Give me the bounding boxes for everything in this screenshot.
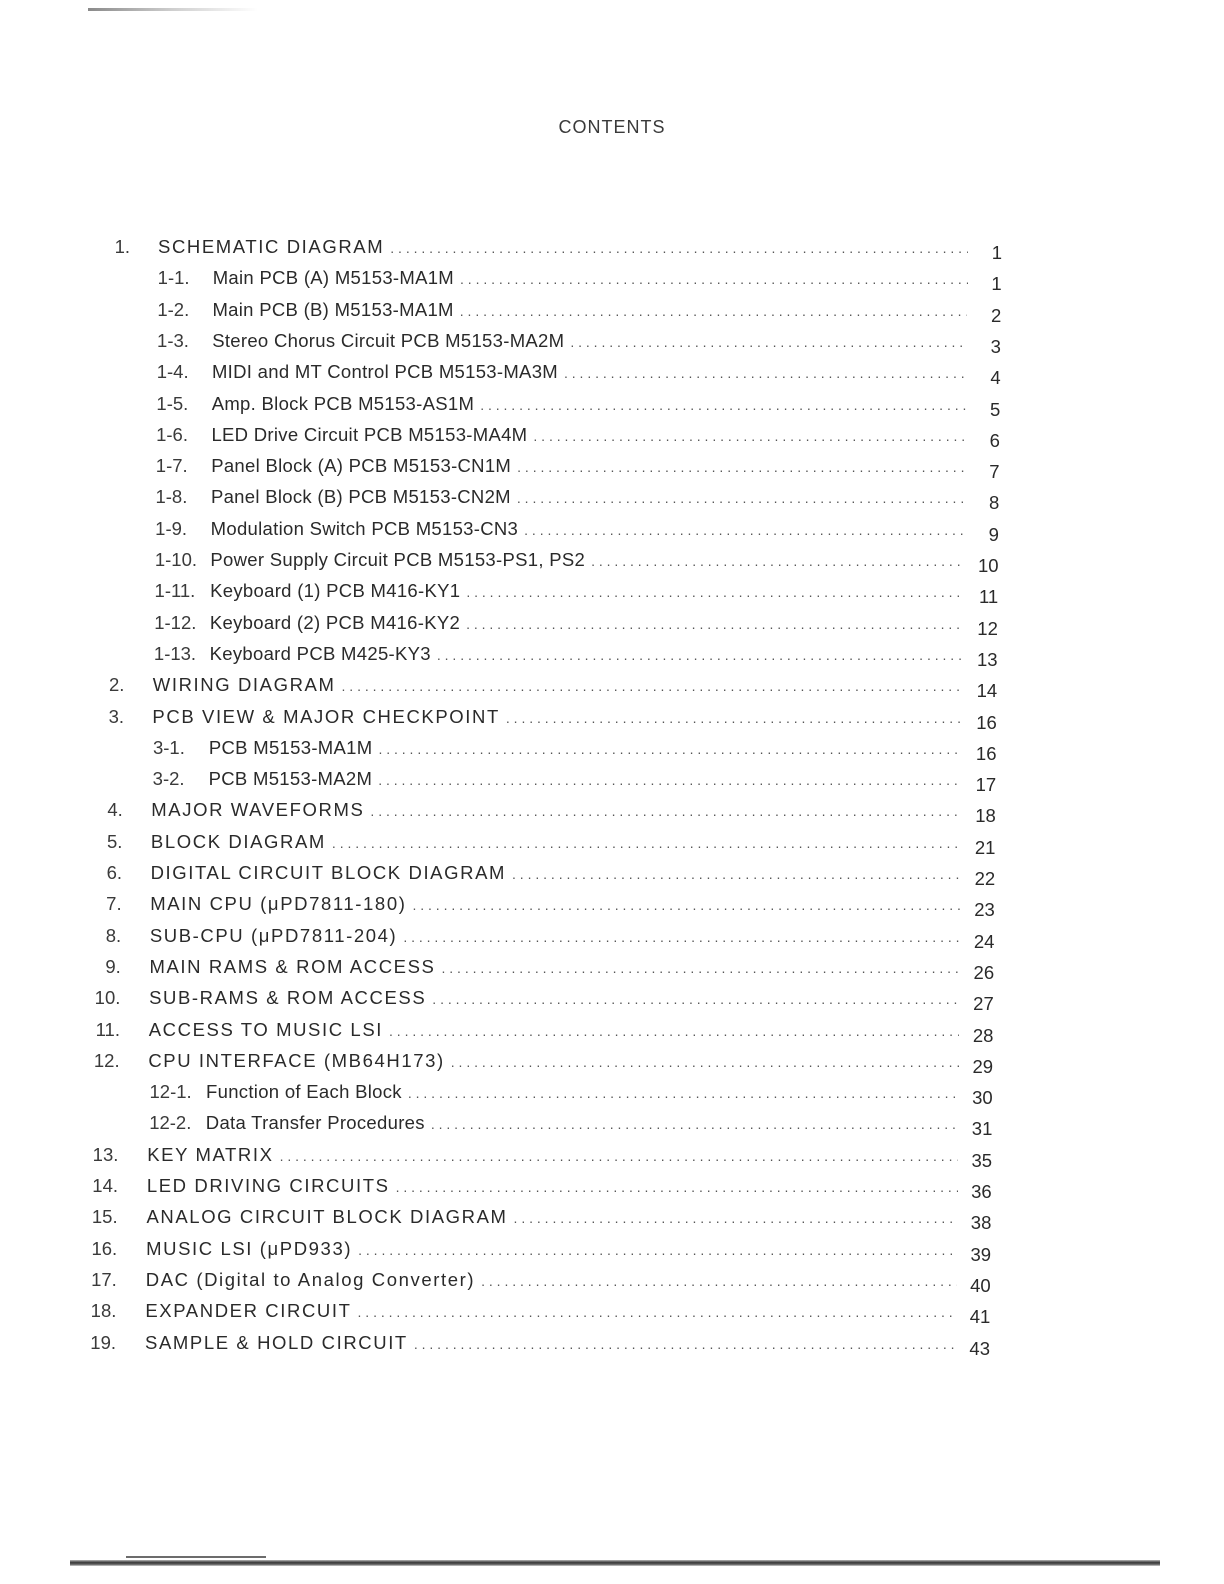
toc-leader-dots (564, 365, 967, 381)
toc-entry-page-number: 10 (977, 555, 999, 576)
scan-edge-mark-bottom-tick (126, 1556, 266, 1558)
toc-leader-dots (370, 803, 961, 819)
toc-entry-page-number: 40 (970, 1274, 991, 1296)
toc-entry (154, 611, 998, 639)
toc-entry-number: 12-2. (149, 1112, 192, 1134)
toc-entry-title: Keyboard (2) PCB M416-KY2 (209, 611, 461, 633)
toc-entry-number: 17. (91, 1268, 117, 1290)
toc-leader-dots (437, 647, 964, 663)
toc-entry-number: 3-1. (152, 736, 185, 758)
toc-entry-title: Power Supply Circuit PCB M5153-PS1, PS2 (210, 549, 586, 570)
toc-entry (152, 736, 997, 764)
toc-entry (156, 423, 1000, 451)
toc-entry-page-number: 16 (975, 742, 997, 764)
toc-leader-dots (480, 397, 966, 413)
toc-entry (152, 768, 997, 796)
toc-entry (157, 298, 1002, 326)
toc-leader-dots (591, 553, 964, 569)
toc-entry-title: Panel Block (A) PCB M5153-CN1M (211, 455, 512, 477)
toc-entry-page-number: 29 (972, 1055, 994, 1077)
scan-edge-mark-bottom (70, 1560, 1160, 1566)
toc-entry-number: 15. (91, 1206, 118, 1228)
toc-entry-page-number: 5 (989, 398, 1001, 420)
toc-entry-page-number: 17 (975, 774, 997, 796)
toc-entry-page-number: 35 (971, 1149, 993, 1171)
toc-entry-title: Keyboard (1) PCB M416-KY1 (210, 580, 461, 602)
toc-entry-number: 1-6. (156, 423, 188, 445)
toc-entry (156, 361, 1001, 389)
toc-entry-title: EXPANDER CIRCUIT (145, 1300, 352, 1322)
toc-entry-number: 1. (114, 236, 130, 257)
toc-leader-dots (390, 240, 968, 256)
toc-entry-page-number: 26 (973, 961, 995, 983)
toc-entry-page-number: 1 (991, 242, 1002, 263)
toc-entry-number: 1-13. (153, 642, 197, 664)
toc-entry-title: MAJOR WAVEFORMS (151, 799, 365, 821)
toc-leader-dots (332, 835, 962, 851)
toc-leader-dots (451, 1054, 959, 1070)
toc-entry-number: 1-12. (154, 611, 197, 633)
toc-entry-page-number: 27 (973, 993, 994, 1015)
toc-entry-page-number: 13 (976, 648, 998, 670)
toc-entry-number: 1-9. (155, 517, 188, 539)
toc-entry-title: Modulation Switch PCB M5153-CN3 (210, 517, 519, 539)
toc-entry (155, 486, 1000, 514)
toc-entry-title: Amp. Block PCB M5153-AS1M (211, 392, 475, 414)
toc-entry-page-number: 16 (976, 711, 997, 733)
toc-entry-page-number: 9 (988, 523, 999, 545)
toc-entry (155, 517, 999, 545)
toc-entry (154, 580, 999, 608)
toc-leader-dots (389, 1023, 959, 1039)
toc-entry-number: 3. (108, 705, 124, 727)
toc-entry-number: 1-2. (157, 298, 190, 320)
toc-entry-page-number: 24 (973, 930, 995, 952)
toc-entry-page-number: 7 (989, 461, 1000, 483)
toc-leader-dots (466, 584, 964, 600)
toc-entry-number: 8. (105, 924, 122, 946)
toc-leader-dots (432, 991, 959, 1007)
toc-entry (81, 924, 995, 952)
toc-entry-title: MUSIC LSI (μPD933) (146, 1237, 353, 1259)
toc-entry-number: 10. (94, 987, 121, 1009)
toc-entry-page-number: 41 (969, 1306, 991, 1328)
toc-entry (78, 1206, 992, 1234)
toc-entry-page-number: 8 (988, 492, 1000, 514)
toc-entry (84, 705, 997, 733)
toc-leader-dots (403, 929, 960, 945)
toc-entry-title: BLOCK DIAGRAM (150, 830, 326, 852)
toc-entry-title: ANALOG CIRCUIT BLOCK DIAGRAM (146, 1206, 508, 1228)
toc-entry-title: SUB-CPU (μPD7811-204) (149, 924, 398, 946)
toc-entry-title: MAIN RAMS & ROM ACCESS (149, 955, 436, 977)
toc-entry (80, 1018, 994, 1046)
toc-entry-page-number: 12 (977, 617, 998, 639)
toc-entry-title: PCB M5153-MA1M (208, 736, 373, 758)
toc-leader-dots (512, 866, 961, 882)
toc-entry (82, 862, 996, 889)
toc-entry-number: 2. (108, 674, 125, 696)
toc-entry-title: ACCESS TO MUSIC LSI (148, 1018, 384, 1040)
scan-edge-mark-top (88, 8, 258, 11)
toc-leader-dots (533, 428, 966, 444)
toc-entry-title: Keyboard PCB M425-KY3 (209, 642, 431, 664)
toc-entry (76, 1300, 991, 1328)
toc-entry (82, 830, 996, 858)
toc-entry-title: LED Drive Circuit PCB M5153-MA4M (211, 423, 528, 445)
toc-leader-dots (408, 1085, 959, 1101)
toc-entry (153, 642, 998, 670)
toc-entry (78, 1175, 992, 1202)
toc-leader-dots (431, 1116, 959, 1132)
toc-entry-page-number: 39 (970, 1243, 992, 1265)
toc-entry (155, 455, 1000, 483)
toc-entry-page-number: 14 (976, 680, 998, 702)
toc-leader-dots (514, 1210, 958, 1226)
toc-entry-page-number: 23 (974, 899, 995, 921)
toc-entry (149, 1081, 993, 1109)
toc-entry-number: 16. (91, 1237, 118, 1259)
toc-entry (77, 1268, 991, 1296)
toc-leader-dots (342, 678, 964, 694)
page-title: CONTENTS (558, 117, 666, 137)
toc-entry (76, 1331, 990, 1359)
toc-entry-title: PCB M5153-MA2M (208, 768, 373, 790)
toc-entry-page-number: 6 (989, 429, 1000, 451)
toc-entry-number: 9. (105, 955, 121, 977)
toc-entry (90, 236, 1002, 263)
toc-entry (157, 329, 1001, 357)
toc-entry-number: 1-3. (157, 329, 189, 351)
toc-entry-number: 1-11. (154, 580, 196, 602)
toc-entry (77, 1237, 992, 1265)
toc-entry-number: 1-8. (155, 486, 188, 508)
toc-entry-number: 18. (90, 1300, 117, 1322)
toc-entry-number: 3-2. (152, 768, 185, 790)
toc-entry-title: CPU INTERFACE (MB64H173) (148, 1049, 445, 1071)
toc-entry-number: 12-1. (149, 1081, 192, 1103)
toc-entry (82, 893, 995, 921)
toc-entry-title: Main PCB (B) M5153-MA1M (212, 298, 454, 320)
toc-entry-page-number: 11 (978, 586, 999, 608)
toc-entry (78, 1143, 993, 1171)
toc-entry-number: 7. (106, 893, 122, 915)
toc-entry-title: DAC (Digital to Analog Converter) (145, 1268, 476, 1290)
toc-leader-dots (506, 710, 963, 726)
toc-entry (80, 987, 994, 1015)
toc-entry-title: SUB-RAMS & ROM ACCESS (149, 987, 427, 1009)
toc-entry-page-number: 2 (991, 304, 1002, 326)
toc-entry-page-number: 30 (972, 1087, 993, 1109)
toc-entry-number: 1-4. (156, 361, 189, 383)
toc-entry-number: 4. (107, 799, 123, 821)
toc-leader-dots (378, 772, 962, 788)
toc-entry-page-number: 21 (974, 836, 996, 858)
toc-entry-page-number: 22 (974, 868, 996, 889)
toc-entry-title: MIDI and MT Control PCB M5153-MA3M (211, 361, 558, 383)
toc-entry-page-number: 18 (975, 805, 996, 827)
toc-entry-title: DIGITAL CIRCUIT BLOCK DIAGRAM (150, 862, 507, 883)
toc-entry (157, 267, 1002, 295)
toc-entry-page-number: 3 (990, 335, 1001, 357)
toc-leader-dots (378, 741, 962, 757)
toc-leader-dots (280, 1148, 958, 1164)
toc-entry (83, 799, 996, 827)
toc-leader-dots (358, 1304, 957, 1320)
toc-leader-dots (517, 490, 965, 506)
toc-entry-title: LED DRIVING CIRCUITS (146, 1175, 390, 1196)
toc-leader-dots (396, 1179, 958, 1195)
toc-entry (154, 549, 999, 576)
toc-entry-title: WIRING DIAGRAM (152, 674, 336, 696)
toc-entry-number: 1-1. (157, 267, 190, 289)
toc-entry-title: KEY MATRIX (147, 1143, 274, 1165)
toc-entry-page-number: 36 (971, 1181, 992, 1202)
toc-entry-number: 14. (92, 1175, 118, 1196)
toc-entry (149, 1112, 993, 1140)
toc-entry-title: SAMPLE & HOLD CIRCUIT (145, 1331, 408, 1353)
toc-entry-page-number: 4 (990, 367, 1001, 389)
toc-entry-page-number: 1 (991, 273, 1002, 295)
toc-entry-page-number: 43 (969, 1337, 990, 1359)
toc-entry-number: 5. (106, 830, 123, 852)
toc-leader-dots (517, 459, 965, 475)
toc-entry-title: Stereo Chorus Circuit PCB M5153-MA2M (212, 329, 565, 351)
toc-entry-number: 13. (92, 1143, 119, 1165)
toc-leader-dots (358, 1242, 957, 1258)
toc-leader-dots (570, 334, 967, 350)
toc-leader-dots (414, 1336, 956, 1352)
toc-entry-page-number: 28 (972, 1024, 994, 1046)
toc-entry (80, 1049, 994, 1077)
toc-entry-number: 6. (106, 862, 122, 883)
toc-entry-title: Function of Each Block (206, 1081, 402, 1103)
toc-entry-page-number: 31 (971, 1118, 993, 1140)
toc-entry-number: 1-5. (156, 392, 189, 414)
toc-entry-number: 12. (93, 1049, 120, 1071)
toc-entry-number: 1-10. (154, 549, 198, 570)
toc-entry (156, 392, 1001, 420)
toc-entry-title: MAIN CPU (μPD7811-180) (150, 893, 407, 915)
toc-entry-number: 11. (95, 1018, 120, 1040)
toc-entry-title: SCHEMATIC DIAGRAM (158, 236, 385, 257)
toc-entry-number: 19. (90, 1331, 116, 1353)
toc-leader-dots (481, 1273, 957, 1289)
toc-entry-title: Data Transfer Procedures (205, 1112, 425, 1134)
toc-entry-number: 1-7. (155, 455, 188, 477)
toc-entry-title: Panel Block (B) PCB M5153-CN2M (210, 486, 511, 508)
toc-leader-dots (460, 303, 968, 319)
toc-leader-dots (441, 960, 960, 976)
toc-entry-page-number: 38 (970, 1212, 992, 1234)
toc-entry (84, 674, 998, 702)
toc-leader-dots (466, 616, 964, 632)
toc-entry (81, 955, 995, 983)
toc-leader-dots (412, 897, 960, 913)
toc-leader-dots (524, 522, 965, 538)
toc-leader-dots (460, 271, 968, 287)
toc-entry-title: PCB VIEW & MAJOR CHECKPOINT (152, 705, 500, 727)
toc-entry-title: Main PCB (A) M5153-MA1M (212, 267, 455, 289)
